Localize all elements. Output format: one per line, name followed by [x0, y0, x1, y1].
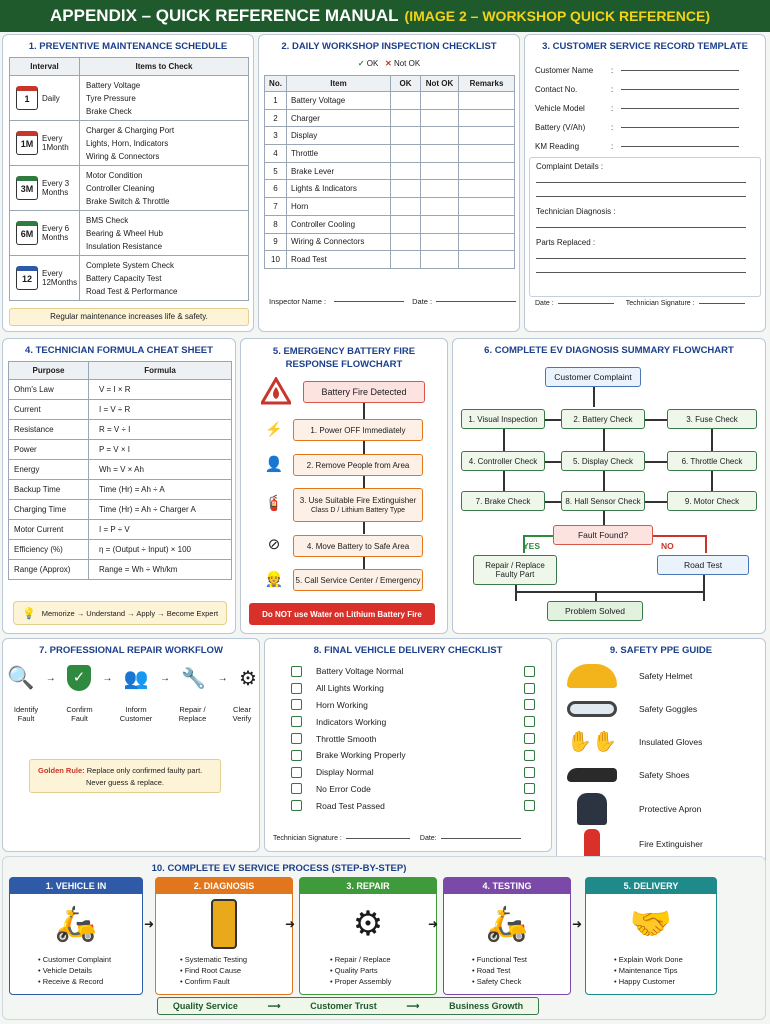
- section-title: 2. DAILY WORKSHOP INSPECTION CHECKLIST: [281, 41, 497, 52]
- workflow-step: Inform Customer: [119, 705, 153, 723]
- formula: Range = Wh ÷ Wh/km: [89, 560, 232, 580]
- field-label: Vehicle Model: [535, 104, 585, 113]
- item: Throttle: [287, 145, 391, 163]
- delivery-item: Battery Voltage Normal: [316, 666, 404, 677]
- technician-icon: 👷: [264, 571, 284, 588]
- stage-item: • Maintenance Tips: [614, 966, 678, 975]
- notok-cell[interactable]: [421, 198, 459, 216]
- notok-cell[interactable]: [421, 180, 459, 198]
- no-entry-icon: ⊘: [267, 536, 281, 553]
- checkbox[interactable]: [291, 783, 302, 794]
- inspection-table: No. Item OK Not OK Remarks 1 Battery Voltage 2 Charger 3 Display 4 Throttle 5 Brake Lever 6 Lights & Indicators 7 Horn 8 Controller Cooling 9 Wiring & Connectors 10 Road Test: [264, 75, 515, 269]
- complaint-field[interactable]: [536, 171, 746, 183]
- service-process-panel: [2, 856, 766, 1020]
- item: Wiring & Connectors: [86, 151, 160, 161]
- footer-item: Customer Trust: [310, 1001, 377, 1011]
- purpose: Power: [9, 440, 89, 460]
- ok-cell[interactable]: [391, 215, 421, 233]
- notok-cell[interactable]: [421, 92, 459, 110]
- stage-item: • Find Root Cause: [180, 966, 241, 975]
- notok-cell[interactable]: [421, 109, 459, 127]
- calendar-icon: 1M: [16, 131, 38, 155]
- gear-wrench-icon: ⚙: [352, 905, 384, 943]
- fire-step-3: [293, 488, 423, 522]
- maintenance-table: [9, 57, 249, 301]
- diagnosis-node: 1. Visual Inspection: [461, 409, 545, 429]
- purpose: Resistance: [9, 420, 89, 440]
- header: [0, 0, 770, 32]
- calendar-icon: 12: [16, 266, 38, 290]
- repair-workflow-panel: [2, 638, 260, 852]
- item: Charger: [287, 109, 391, 127]
- ppe-item: Safety Helmet: [639, 670, 693, 681]
- purpose: Efficiency (%): [9, 540, 89, 560]
- diagnosis-node: 3. Fuse Check: [667, 409, 757, 429]
- lightbulb-icon: 💡: [22, 607, 36, 620]
- checkbox[interactable]: [291, 733, 302, 744]
- stage-item: • Receive & Record: [38, 977, 104, 986]
- col-header: Item: [287, 76, 391, 92]
- stage-item: • Safety Check: [472, 977, 522, 986]
- purpose: Motor Current: [9, 520, 89, 540]
- arrow-icon: ➜: [572, 917, 583, 931]
- stage-item: • Functional Test: [472, 955, 528, 964]
- decision-node: Fault Found?: [553, 525, 653, 545]
- ok-legend: OK: [366, 59, 379, 68]
- maintenance-schedule-panel: [2, 34, 254, 332]
- remarks-cell[interactable]: [459, 162, 515, 180]
- solved-node: Problem Solved: [547, 601, 643, 621]
- arrow-icon: →: [160, 672, 171, 684]
- process-stage: [443, 877, 571, 995]
- fire-detected-box: Battery Fire Detected: [303, 381, 425, 403]
- helmet-icon: [567, 664, 617, 688]
- item: Battery Voltage: [287, 92, 391, 110]
- stage-item: • Confirm Fault: [180, 977, 230, 986]
- signature-label: Technician Signature :: [273, 835, 342, 842]
- arrow-icon: ⟶: [267, 1000, 281, 1011]
- process-stage: [299, 877, 437, 995]
- formula: V = I × R: [89, 380, 232, 400]
- remarks-cell[interactable]: [459, 145, 515, 163]
- arrow-icon: ➜: [428, 917, 439, 931]
- signature-label: Technician Signature :: [625, 300, 695, 307]
- field-input[interactable]: [621, 89, 739, 90]
- checkbox[interactable]: [524, 767, 535, 778]
- road-test-node: Road Test: [657, 555, 749, 575]
- stage-item: • Explain Work Done: [614, 955, 683, 964]
- page-title: APPENDIX – QUICK REFERENCE MANUAL: [50, 6, 399, 25]
- interval-label: Every 6 Months: [42, 224, 70, 242]
- formula-panel: [2, 338, 236, 634]
- formula: Time (Hr) = Ah ÷ Charger A: [89, 500, 232, 520]
- workflow-step: Identify Fault: [13, 705, 39, 723]
- ppe-item: Safety Shoes: [639, 769, 690, 780]
- stage-item: • Vehicle Details: [38, 966, 92, 975]
- goggles-icon: [567, 701, 617, 717]
- fire-warning-icon: [261, 377, 291, 405]
- notok-cell[interactable]: [421, 127, 459, 145]
- checkbox[interactable]: [291, 683, 302, 694]
- remarks-cell[interactable]: [459, 180, 515, 198]
- section-title: 3. CUSTOMER SERVICE RECORD TEMPLATE: [542, 41, 748, 52]
- delivery-item: Display Normal: [316, 767, 374, 778]
- checkbox[interactable]: [524, 699, 535, 710]
- diagnosis-flowchart-panel: [452, 338, 766, 634]
- date-label: Date :: [535, 300, 554, 307]
- fire-step-sub: Class D / Lithium Battery Type: [310, 507, 406, 514]
- col-header: Not OK: [421, 76, 459, 92]
- remarks-cell[interactable]: [459, 198, 515, 216]
- section-title: 9. SAFETY PPE GUIDE: [609, 645, 713, 656]
- golden-rule-label: Golden Rule:: [38, 766, 85, 775]
- checkbox[interactable]: [291, 716, 302, 727]
- tip-box: [13, 601, 227, 625]
- signature-field[interactable]: [699, 303, 745, 304]
- ok-cell[interactable]: [391, 162, 421, 180]
- fire-step: 3. Use Suitable Fire Extinguisher: [299, 496, 417, 505]
- stage-item: • Repair / Replace: [330, 955, 391, 964]
- checkbox[interactable]: [524, 716, 535, 727]
- formula: R = V ÷ I: [89, 420, 232, 440]
- page-subtitle: (IMAGE 2 – WORKSHOP QUICK REFERENCE): [404, 8, 710, 24]
- apron-icon: [567, 793, 617, 825]
- interval-label: Every 1Month: [42, 134, 69, 152]
- yes-label: YES: [523, 541, 541, 551]
- field-label: Customer Name: [535, 66, 594, 75]
- diagnosis-node: 2. Battery Check: [561, 409, 645, 429]
- golden-rule-box: [29, 759, 221, 793]
- no-label: NO: [661, 541, 674, 551]
- fire-step: 1. Power OFF Immediately: [293, 419, 423, 441]
- ppe-item: Safety Goggles: [639, 703, 698, 714]
- notok-cell[interactable]: [421, 251, 459, 269]
- footer-item: Quality Service: [172, 1001, 238, 1011]
- process-footer: [157, 997, 539, 1015]
- date-label: Date :: [412, 297, 433, 306]
- fire-step: 2. Remove People from Area: [293, 454, 423, 476]
- stage-item: • Proper Assembly: [330, 977, 392, 986]
- item: Brake Lever: [287, 162, 391, 180]
- item: Wiring & Connectors: [287, 233, 391, 251]
- checkbox[interactable]: [524, 733, 535, 744]
- ok-cell[interactable]: [391, 145, 421, 163]
- date-field[interactable]: [441, 838, 521, 839]
- tip-text: Memorize → Understand → Apply → Become Expert: [41, 608, 219, 618]
- stage-item: • Road Test: [472, 966, 511, 975]
- remarks-cell[interactable]: [459, 109, 515, 127]
- fire-step: 5. Call Service Center / Emergency: [293, 569, 423, 591]
- date-field[interactable]: [436, 301, 516, 302]
- delivery-item: Road Test Passed: [316, 800, 385, 811]
- gear-icon: ⚙: [238, 667, 257, 690]
- fire-extinguisher-icon: [567, 829, 617, 859]
- stage-title: 2. DIAGNOSIS: [156, 878, 292, 894]
- workflow-step: Clear Verify: [232, 705, 252, 723]
- arrow-icon: ⟶: [406, 1000, 420, 1011]
- diagnosis-node: 8. Hall Sensor Check: [561, 491, 645, 511]
- item: BMS Check: [86, 215, 129, 225]
- process-stage: [585, 877, 717, 995]
- complaint-label: Complaint Details :: [536, 162, 604, 171]
- cross-icon: ✕: [385, 59, 392, 68]
- purpose: Charging Time: [9, 500, 89, 520]
- ok-cell[interactable]: [391, 127, 421, 145]
- item: Brake Check: [86, 106, 132, 116]
- field-label: Battery (V/Ah): [535, 123, 586, 132]
- delivery-item: Indicators Working: [316, 716, 387, 727]
- shield-check-icon: ✓: [67, 665, 91, 691]
- item: Insulation Resistance: [86, 241, 163, 251]
- calendar-icon: 6M: [16, 221, 38, 245]
- remarks-cell[interactable]: [459, 233, 515, 251]
- customer-record-panel: 3. CUSTOMER SERVICE RECORD TEMPLATE Customer Name : Contact No. : Vehicle Model : Battery (V/Ah) : KM Reading : Complaint Details : Technician Diagnosis : Parts Replaced : Date : Technician Signature :: [524, 34, 766, 332]
- fire-step: 4. Move Battery to Safe Area: [293, 535, 423, 557]
- section-title: 8. FINAL VEHICLE DELIVERY CHECKLIST: [313, 645, 503, 656]
- ppe-item: Protective Apron: [639, 803, 702, 814]
- notes-box: [529, 157, 761, 297]
- field-input[interactable]: [621, 70, 739, 71]
- process-stage: [155, 877, 296, 995]
- diagnosis-node: 9. Motor Check: [667, 491, 757, 511]
- purpose: Current: [9, 400, 89, 420]
- delivery-checklist-panel: [264, 638, 552, 852]
- remarks-cell[interactable]: [459, 215, 515, 233]
- date-label: Date:: [419, 835, 437, 842]
- calendar-icon: 1: [16, 86, 38, 110]
- item: Lights & Indicators: [287, 180, 391, 198]
- section-title: 7. PROFESSIONAL REPAIR WORKFLOW: [39, 645, 223, 656]
- scooter-icon: 🛵: [485, 905, 529, 943]
- ok-cell[interactable]: [391, 198, 421, 216]
- arrow-icon: ➜: [285, 917, 296, 931]
- date-field[interactable]: [558, 303, 614, 304]
- footer-item: Business Growth: [449, 1001, 524, 1011]
- arrow-icon: ➜: [144, 917, 155, 931]
- golden-rule-text: Replace only confirmed faulty part.: [86, 766, 203, 775]
- workflow-step: Repair / Replace: [178, 705, 207, 723]
- diagnosis-node: 6. Throttle Check: [667, 451, 757, 471]
- item: Lights, Horn, Indicators: [86, 138, 169, 148]
- checkbox[interactable]: [291, 767, 302, 778]
- wrench-icon: 🔧: [181, 667, 207, 690]
- handshake-icon: 🤝: [629, 905, 673, 943]
- remarks-cell[interactable]: [459, 92, 515, 110]
- gloves-icon: ✋✋: [567, 731, 617, 753]
- item: Display: [287, 127, 391, 145]
- item: Battery Capacity Test: [86, 273, 162, 283]
- formula: P = V × I: [89, 440, 232, 460]
- item: Battery Voltage: [86, 80, 141, 90]
- arrow-icon: →: [217, 672, 228, 684]
- field-label: Contact No.: [535, 85, 578, 94]
- field-input[interactable]: [621, 108, 739, 109]
- col-header: Items to Check: [80, 58, 249, 76]
- person-icon: 👤: [264, 456, 284, 473]
- item: Road Test & Performance: [86, 286, 178, 296]
- delivery-item: Brake Working Properly: [316, 750, 406, 761]
- formula-table: [8, 361, 232, 580]
- remarks-cell[interactable]: [459, 251, 515, 269]
- inspector-field[interactable]: [334, 301, 404, 302]
- section-title: 5. EMERGENCY BATTERY FIRE RESPONSE FLOWCHART: [272, 346, 416, 370]
- delivery-item: All Lights Working: [316, 683, 384, 694]
- stage-title: 5. DELIVERY: [586, 878, 716, 894]
- item: Controller Cooling: [287, 215, 391, 233]
- diagnosis-node: 4. Controller Check: [461, 451, 545, 471]
- notok-cell[interactable]: [421, 233, 459, 251]
- field-input[interactable]: [621, 127, 739, 128]
- arrow-icon: →: [45, 672, 56, 684]
- item: Tyre Pressure: [86, 93, 136, 103]
- stage-item: • Systematic Testing: [180, 955, 248, 964]
- col-header: Interval: [10, 58, 80, 76]
- interval-label: Every 12Months: [42, 269, 78, 287]
- checkbox[interactable]: [524, 683, 535, 694]
- ok-cell[interactable]: [391, 92, 421, 110]
- maintenance-note: Regular maintenance increases life & safety.: [9, 308, 249, 326]
- item: Charger & Charging Port: [86, 125, 175, 135]
- magnifier-icon: 🔍: [7, 665, 35, 690]
- arrow-icon: →: [102, 672, 113, 684]
- ppe-item: Insulated Gloves: [639, 736, 703, 747]
- formula: I = P ÷ V: [89, 520, 232, 540]
- ok-cell[interactable]: [391, 109, 421, 127]
- item: Motor Condition: [86, 170, 143, 180]
- check-icon: ✓: [357, 59, 365, 68]
- process-stage: [9, 877, 143, 995]
- interval-label: Every 3 Months: [42, 179, 70, 197]
- purpose: Ohm's Law: [9, 380, 89, 400]
- inspection-checklist-panel: [258, 34, 520, 332]
- item: Road Test: [287, 251, 391, 269]
- diagnosis-node: 7. Brake Check: [461, 491, 545, 511]
- start-node: Customer Complaint: [545, 367, 641, 387]
- interval-label: Daily: [42, 93, 60, 103]
- formula: Wh = V × Ah: [89, 460, 232, 480]
- water-warning: Do NOT use Water on Lithium Battery Fire: [249, 603, 435, 625]
- stage-item: • Quality Parts: [330, 966, 378, 975]
- checkbox[interactable]: [291, 750, 302, 761]
- purpose: Energy: [9, 460, 89, 480]
- stage-title: 4. TESTING: [444, 878, 570, 894]
- section-title: 1. PREVENTIVE MAINTENANCE SCHEDULE: [28, 41, 228, 52]
- ppe-item: Fire Extinguisher: [639, 839, 703, 849]
- parts-label: Parts Replaced :: [536, 238, 596, 247]
- item: Controller Cleaning: [86, 183, 155, 193]
- notok-cell[interactable]: [421, 145, 459, 163]
- section-title: 4. TECHNICIAN FORMULA CHEAT SHEET: [25, 345, 213, 356]
- diagnosis-field[interactable]: [536, 216, 746, 228]
- parts-field[interactable]: [536, 247, 746, 259]
- notok-cell[interactable]: [421, 162, 459, 180]
- checkbox[interactable]: [524, 783, 535, 794]
- calendar-icon: 3M: [16, 176, 38, 200]
- delivery-item: No Error Code: [316, 783, 371, 794]
- power-icon: ⚡: [265, 421, 283, 437]
- formula: Time (Hr) = Ah ÷ A: [89, 480, 232, 500]
- complaint-field[interactable]: [536, 185, 746, 197]
- stage-title: 3. REPAIR: [300, 878, 436, 894]
- checkbox[interactable]: [524, 750, 535, 761]
- stage-title: 1. VEHICLE IN: [10, 878, 142, 894]
- checkbox[interactable]: [291, 666, 302, 677]
- workflow-step: Confirm Fault: [66, 705, 93, 723]
- multimeter-icon: [156, 894, 292, 954]
- formula: η = (Output ÷ Input) × 100: [89, 540, 232, 560]
- people-icon: 👥: [123, 667, 149, 690]
- item: Horn: [287, 198, 391, 216]
- checkbox[interactable]: [291, 800, 302, 811]
- notok-cell[interactable]: [421, 215, 459, 233]
- col-header: Remarks: [459, 76, 515, 92]
- fire-response-panel: [240, 338, 448, 634]
- col-header: Purpose: [9, 362, 89, 380]
- diagnosis-label: Technician Diagnosis :: [536, 207, 616, 216]
- inspector-label: Inspector Name :: [269, 297, 327, 306]
- ok-cell[interactable]: [391, 233, 421, 251]
- field-input[interactable]: [621, 146, 739, 147]
- ppe-guide-panel: [556, 638, 766, 870]
- col-header: OK: [391, 76, 421, 92]
- diagnosis-node: 5. Display Check: [561, 451, 645, 471]
- checkbox[interactable]: [524, 666, 535, 677]
- item: Complete System Check: [86, 260, 175, 270]
- purpose: Backup Time: [9, 480, 89, 500]
- checkbox[interactable]: [291, 699, 302, 710]
- shoes-icon: [567, 768, 617, 782]
- stage-item: • Happy Customer: [614, 977, 675, 986]
- remarks-cell[interactable]: [459, 127, 515, 145]
- delivery-item: Horn Working: [316, 699, 368, 710]
- stage-item: • Customer Complaint: [38, 955, 112, 964]
- col-header: Formula: [89, 362, 232, 380]
- col-header: No.: [265, 76, 287, 92]
- field-label: KM Reading: [535, 142, 580, 151]
- ok-cell[interactable]: [391, 180, 421, 198]
- delivery-item: Throttle Smooth: [316, 733, 377, 744]
- signature-field[interactable]: [346, 838, 410, 839]
- item: Brake Switch & Throttle: [86, 196, 170, 206]
- parts-field[interactable]: [536, 261, 746, 273]
- extinguisher-icon: 🧯: [264, 495, 284, 512]
- golden-rule-text-2: Never guess & replace.: [86, 778, 164, 787]
- formula: I = V ÷ R: [89, 400, 232, 420]
- checkbox[interactable]: [524, 800, 535, 811]
- ok-cell[interactable]: [391, 251, 421, 269]
- scooter-icon: 🛵: [54, 905, 98, 943]
- purpose: Range (Approx): [9, 560, 89, 580]
- item: Bearing & Wheel Hub: [86, 228, 163, 238]
- section-title: 10. COMPLETE EV SERVICE PROCESS (STEP-BY-STEP): [151, 863, 407, 874]
- notok-legend: Not OK: [393, 59, 421, 68]
- section-title: 6. COMPLETE EV DIAGNOSIS SUMMARY FLOWCHART: [484, 345, 734, 356]
- repair-node: Repair / Replace Faulty Part: [473, 555, 557, 585]
